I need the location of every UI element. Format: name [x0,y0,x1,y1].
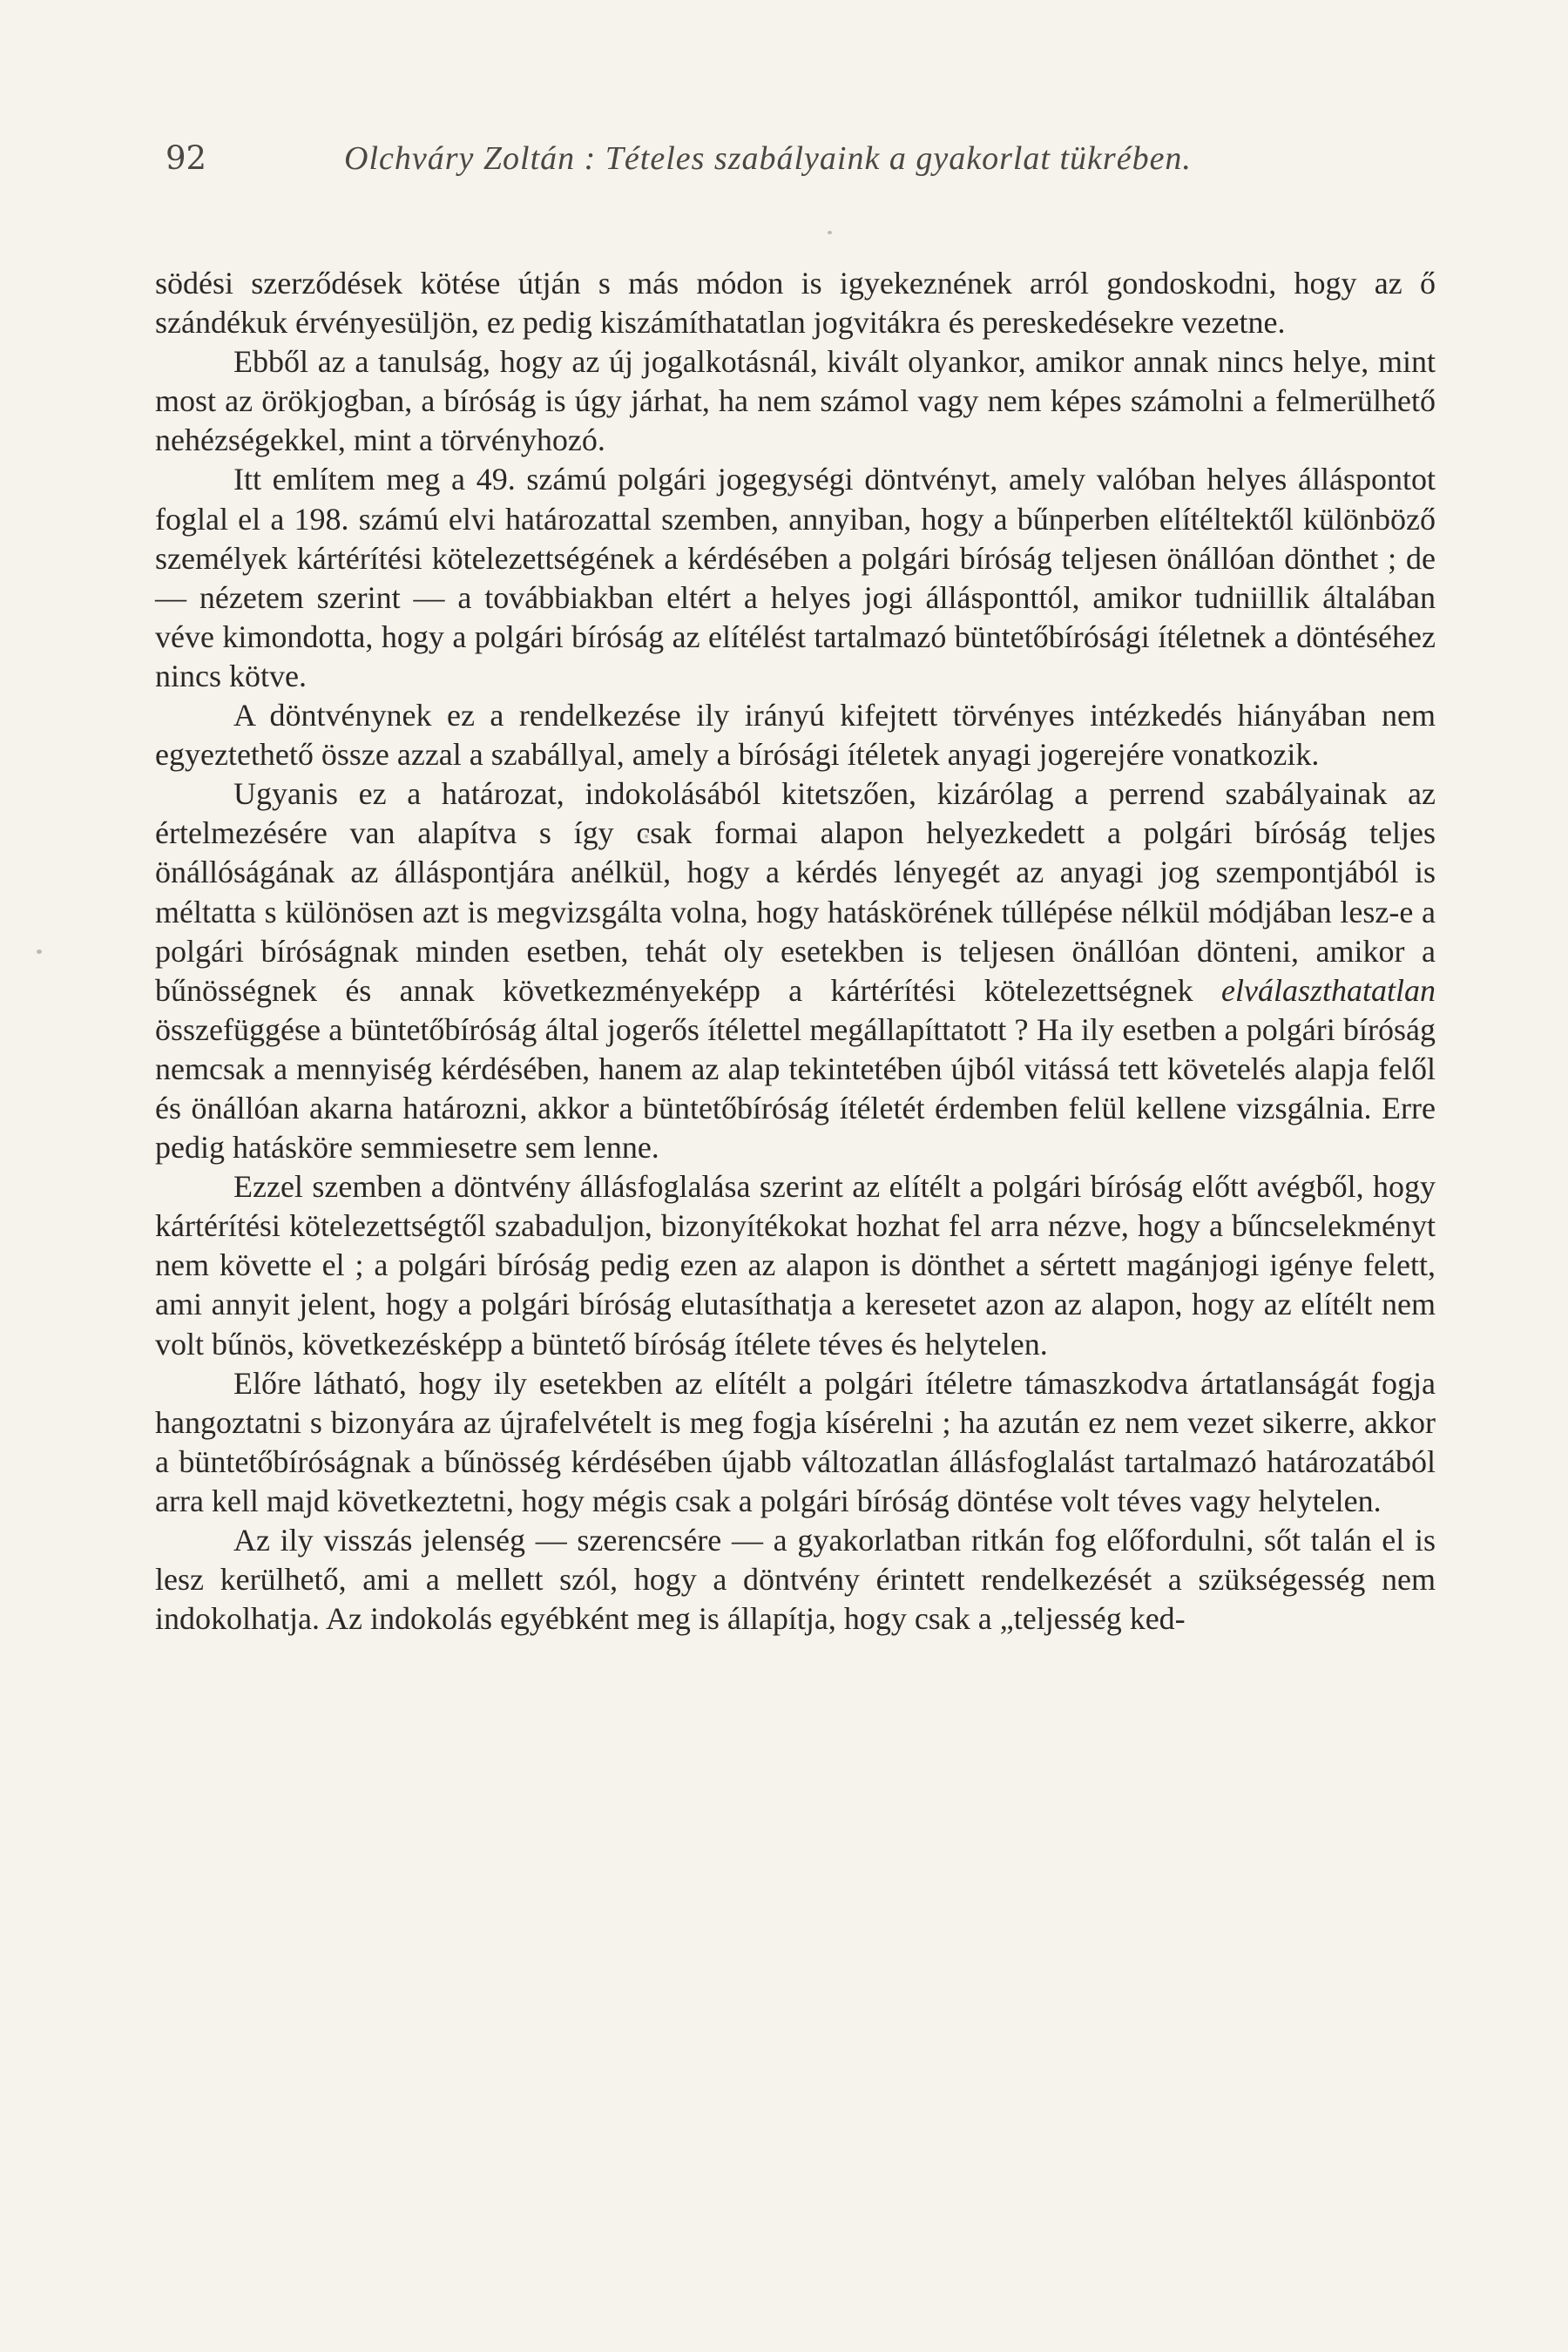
paragraph [155,1364,1436,1521]
paragraph [155,264,1436,342]
paragraph [155,342,1436,460]
paragraph-text: Itt említem meg a 49. számú polgári jogegységi döntvényt, amely valóban helyes álláspontot foglal el a 198. számú elvi határozattal szemben, annyiban, hogy a bűnperben elítéltektől különböző személyek kártérítési kötelezettségének a kérdésében a polgári bíróság teljesen önállóan dönthet ; de — nézetem szerint — a továbbiakban eltért a helyes jogi állásponttól, amikor tudniillik általában véve kimondotta, hogy a polgári bíróság az elítélést tartalmazó büntetőbírósági ítéletnek a döntéséhez nincs kötve. [155,462,1436,693]
page-header [166,139,1402,192]
paragraph-text: Előre látható, hogy ily esetekben az elítélt a polgári ítéletre támaszkodva ártatlanságát fogja hangoztatni s bizonyára az újrafelvételt is meg fogja kísérelni ; ha azután ez nem vezet sikerre, akkor a büntetőbíróságnak a bűnösség kérdésében újabb változatlan állásfoglalást tartalmazó határozatából arra kell majd következtetni, hogy mégis csak a polgári bíróság döntése volt téves vagy helytelen. [155,1365,1436,1518]
paragraph-text: Ugyanis ez a határozat, indokolásából kitetszően, kizárólag a perrend szabályainak az értelmezésére van alapítva s így csak formai alapon helyezkedett a polgári bíróság teljes önállóságának az álláspontjára anélkül, hogy a kérdés lényegét az anyagi jog szempontjából is méltatta s különösen azt is megvizsgálta volna, hogy hatáskörének túllépése nélkül módjában lesz-e a polgári bíróságnak minden esetben, tehát oly esetekben is teljesen önállóan dönteni, amikor a bűnösségnek és annak következményeképp a kártérítési kötelezettségnek [155,776,1436,1008]
paragraph [155,696,1436,774]
paragraph [155,1167,1436,1363]
emphasized-text: elválaszthatatlan [1221,972,1436,1008]
paragraph-text: Ebből az a tanulság, hogy az új jogalkotásnál, kivált olyankor, amikor annak nincs helye, mint most az örökjogban, a bíróság is úgy járhat, ha nem számol vagy nem képes számolni a felmerülhető nehézségekkel, mint a törvényhozó. [155,344,1436,458]
running-title: Olchváry Zoltán : Tételes szabályaink a gyakorlat tükrében. [344,140,1192,177]
paragraph-text: södési szerződések kötése útján s más módon is igyekeznének arról gondoskodni, hogy az ő szándékuk érvényesüljön, ez pedig kiszámíthatatlan jogvitákra és pereskedésekre vezetne. [155,266,1436,341]
paragraph-text: A döntvénynek ez a rendelkezése ily irányú kifejtett törvényes intézkedés hiányában nem egyeztethető össze azzal a szabállyal, amely a bírósági ítéletek anyagi jogerejére vonatkozik. [155,698,1436,773]
page-number: 92 [166,139,207,177]
scan-speck [37,950,42,954]
paragraph [155,460,1436,696]
paragraph-text: összefüggése a büntetőbíróság által jogerős ítélettel megállapíttatott ? Ha ily esetben a polgári bíróság nemcsak a mennyiség kérdésében, hanem az alap tekintetében újból vitássá tett követelés alapja felől és önállóan akarna határozni, akkor a büntetőbíróság ítéletét érdemben felül kellene vizsgálnia. Erre pedig hatásköre semmiesetre sem lenne. [155,1011,1436,1166]
scan-speck [828,231,832,234]
paragraph [155,1521,1436,1639]
body-text [155,264,1436,2241]
paragraph-text: Az ily visszás jelenség — szerencsére — a gyakorlatban ritkán fog előfordulni, sőt talán el is lesz kerülhető, ami a mellett szól, hogy a döntvény érintett rendelkezését a szükségesség nem indokolhatja. Az indokolás egyébként meg is állapítja, hogy csak a „teljesség ked- [155,1523,1436,1637]
paragraph-text: Ezzel szemben a döntvény állásfoglalása szerint az elítélt a polgári bíróság előtt avégből, hogy kártérítési kötelezettségtől szabaduljon, bizonyítékokat hozhat fel arra nézve, hogy a bűncselekményt nem követte el ; a polgári bíróság pedig ezen az alapon is dönthet a sértett magánjogi igénye felett, ami annyit jelent, hogy a polgári bíróság elutasíthatja a keresetet azon az alapon, hogy az elítélt nem volt bűnös, következésképp a büntető bíróság ítélete téves és helytelen. [155,1169,1436,1362]
paragraph [155,774,1436,1167]
